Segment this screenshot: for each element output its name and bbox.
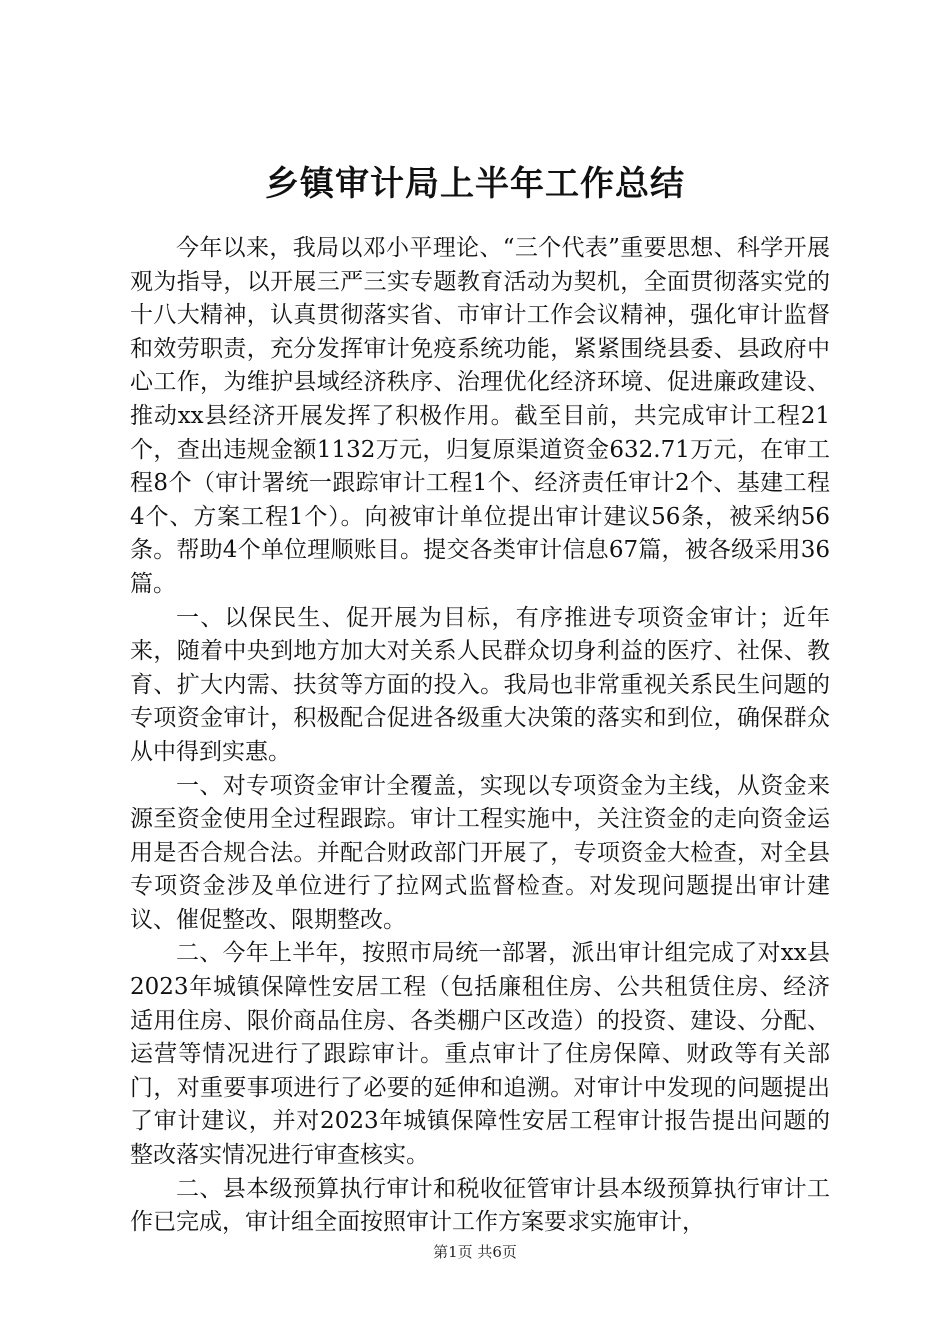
paragraph-special-funds: 一、对专项资金审计全覆盖，实现以专项资金为主线，从资金来源至资金使用全过程跟踪。审计工程实施中，关注资金的走向资金运用是否合规合法。并配合财政部门开展了，专项资金大检查，对全县专项资金涉及单位进行了拉网式监督检查。对发现问题提出审计建议、催促整改、限期整改。 [130,772,830,933]
paragraph-intro: 今年以来，我局以邓小平理论、“三个代表”重要思想、科学开展观为指导，以开展三严三实专题教育活动为契机，全面贯彻落实党的十八大精神，认真贯彻落实省、市审计工作会议精神，强化审计监督和效劳职责，充分发挥审计免疫系统功能，紧紧围绕县委、县政府中心工作，为维护县域经济秩序、治理优化经济环境、促进廉政建设、推动xx县经济开展发挥了积极作用。截至目前，共完成审计工程21个，查出违规金额1132万元，归复原渠道资金632.71万元，在审工程8个（审计署统一跟踪审计工程1个、经济责任审计2个、基建工程4个、方案工程1个）。向被审计单位提出审计建议56条，被采纳56条。帮助4个单位理顺账目。提交各类审计信息67篇，被各级采用36篇。 [130,235,830,597]
document-title: 乡镇审计局上半年工作总结 [265,164,685,204]
page-number-footer: 第1页 共6页 [433,1243,517,1261]
paragraph-section-1: 一、以保民生、促开展为目标，有序推进专项资金审计；近年来，随着中央到地方加大对关系人民群众切身利益的医疗、社保、教育、扩大内需、扶贫等方面的投入。我局也非常重视关系民生问题的专项资金审计，积极配合促进各级重大决策的落实和到位，确保群众从中得到实惠。 [130,604,830,765]
document-body [130,232,830,1240]
paragraph-housing-audit: 二、今年上半年，按照市局统一部署，派出审计组完成了对xx县2023年城镇保障性安居工程（包括廉租住房、公共租赁住房、经济适用住房、限价商品住房、各类棚户区改造）的投资、建设、分配、运营等情况进行了跟踪审计。重点审计了住房保障、财政等有关部门，对重要事项进行了必要的延伸和追溯。对审计中发现的问题提出了审计建议，并对2023年城镇保障性安居工程审计报告提出问题的整改落实情况进行审查核实。 [130,940,830,1169]
paragraph-budget-audit: 二、县本级预算执行审计和税收征管审计县本级预算执行审计工作已完成，审计组全面按照审计工作方案要求实施审计， [130,1175,830,1236]
